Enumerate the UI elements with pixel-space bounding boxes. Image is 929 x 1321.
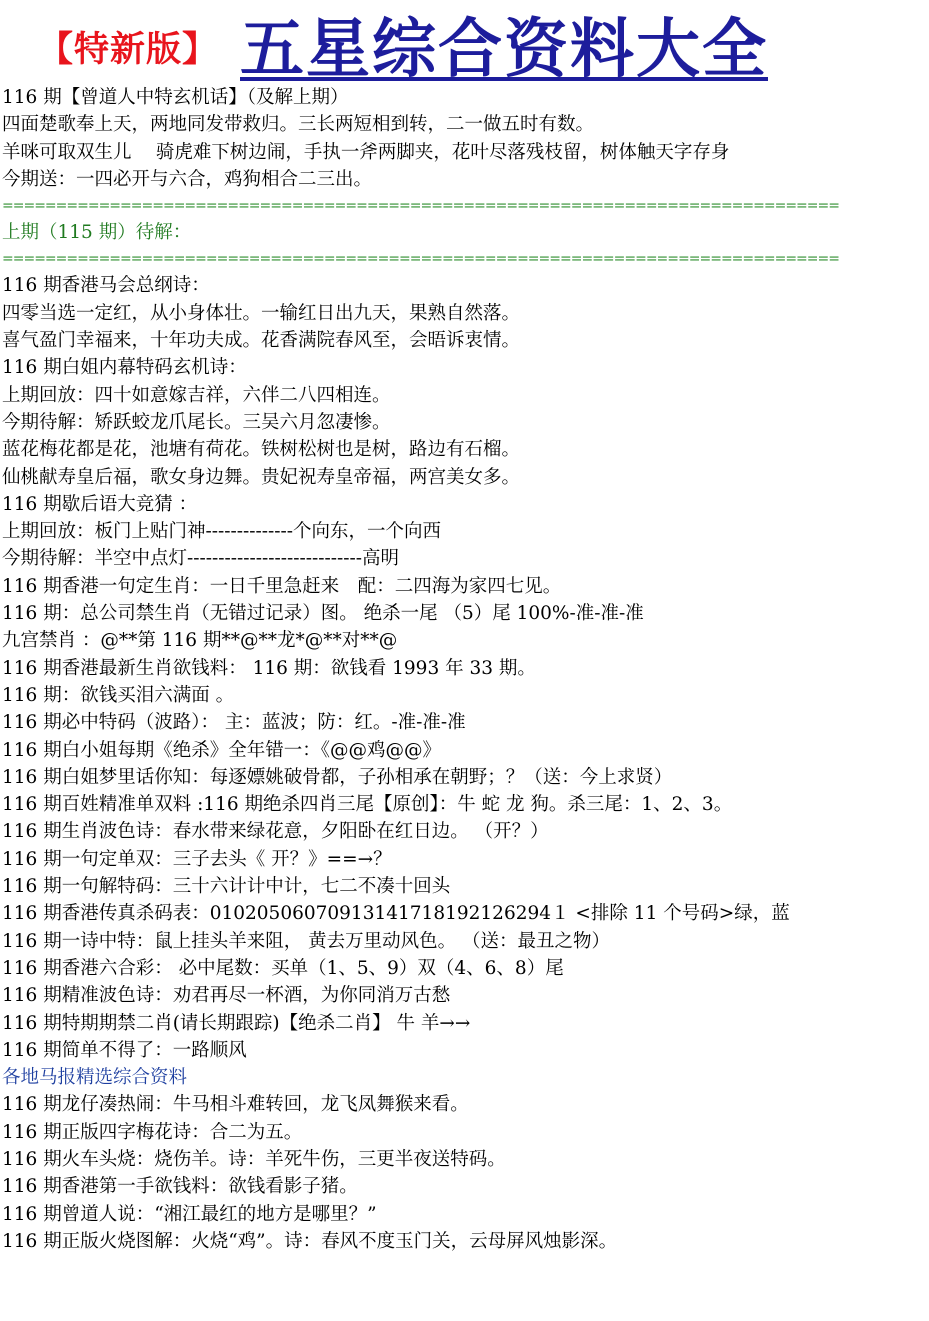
text-line: 四面楚歌奉上天，两地同发带救归。三长两短相到转，二一做五时有数。	[2, 114, 595, 136]
text-line: 仙桃献寿皇后福，歌女身边舞。贵妃祝寿皇帝福，两宫美女多。	[2, 466, 521, 488]
text-line: 上期回放：板门上贴门神--------------个向东，一个向西	[2, 521, 442, 543]
text-line: 蓝花梅花都是花，池塘有荷花。铁树松树也是树，路边有石榴。	[2, 439, 521, 461]
page-header	[0, 0, 929, 86]
text-line: 上期回放：四十如意嫁吉祥，六伴二八四相连。	[2, 384, 391, 406]
text-line: 116 期香港第一手欲钱料：欲钱看影子猪。	[2, 1176, 358, 1198]
text-line: 116 期白小姐每期《绝杀》全年错一：《@@鸡@@》	[2, 739, 441, 761]
document-body	[2, 84, 927, 1255]
text-line: 116 期生肖波色诗：春水带来绿花意，夕阳卧在红日边。 （开？）	[2, 821, 549, 843]
separator-line: ==============================================================================	[2, 198, 839, 215]
text-line: 116 期：总公司禁生肖（无错过记录）图。 绝杀一尾 （5）尾 100%-准-准-准	[2, 603, 644, 625]
text-line: 116 期一诗中特：鼠上挂头羊来阻， 黄去万里动风色。 （送：最丑之物）	[2, 930, 610, 952]
text-line: 今期待解：矫跃蛟龙爪尾长。三吴六月忽凄惨。	[2, 411, 391, 433]
text-line: 116 期：欲钱买泪六满面 。	[2, 684, 235, 706]
text-line: 116 期龙仔凑热闹：牛马相斗难转回，龙飞凤舞猴来看。	[2, 1094, 469, 1116]
text-line: 116 期必中特码（波路）： 主：蓝波；防：红。-准-准-准	[2, 712, 466, 734]
section-heading: 各地马报精选综合资料	[2, 1067, 188, 1089]
text-line: 116 期白姐内幕特码玄机诗：	[2, 357, 247, 379]
text-line: 116 期简单不得了：一路顺风	[2, 1039, 247, 1061]
text-line: 116 期百姓精准单双料 :116 期绝杀四肖三尾【原创】：牛 蛇 龙 狗。杀三尾：1、2、3。	[2, 794, 733, 816]
edition-badge: 【特新版】	[38, 30, 219, 70]
text-line: 116 期白姐梦里话你知：每逐嫖姚破骨都，子孙相承在朝野；？（送：今上求贤）	[2, 766, 673, 788]
section-heading: 上期（115 期）待解：	[2, 222, 192, 244]
text-line: 羊咪可取双生儿 骑虎难下树边闹，手执一斧两脚夹，花叶尽落残枝留，树体触天字存身	[2, 141, 730, 163]
text-line: 喜气盈门幸福来，十年功夫成。花香满院春风至，会晤诉衷情。	[2, 330, 521, 352]
text-line: 116 期香港最新生肖欲钱料： 116 期：欲钱看 1993 年 33 期。	[2, 657, 536, 679]
text-line: 116 期特期期禁二肖(请长期跟踪)【绝杀二肖】 牛 羊→→	[2, 1012, 471, 1034]
text-line: 九宫禁肖 ：@**第 116 期**@**龙*@**对**@	[2, 630, 398, 652]
separator-line: ==============================================================================	[2, 251, 839, 268]
text-line: 116 期香港一句定生肖：一日千里急赶来 配：二四海为家四七见。	[2, 575, 562, 597]
text-line: 116 期一句解特码：三十六计计中计，七二不凑十回头	[2, 876, 451, 898]
text-line: 116 期精准波色诗：劝君再尽一杯酒，为你同消万古愁	[2, 985, 451, 1007]
text-line: 116 期正版火烧图解：火烧“鸡”。诗：春风不度玉门关，云母屏风烛影深。	[2, 1230, 618, 1252]
text-line: 116 期火车头烧：烧伤羊。诗：羊死牛伤，三更半夜送特码。	[2, 1148, 506, 1170]
text-line: 116 期一句定单双：三子去头《 开？》==→？	[2, 848, 392, 870]
text-line: 今期送：一四必开与六合，鸡狗相合二三出。	[2, 168, 373, 190]
text-line: 116 期香港传真杀码表：01020506070913141718192126294１ <排除 11 个号码>绿，蓝	[2, 903, 790, 925]
text-line: 今期待解：半空中点灯----------------------------高明	[2, 548, 400, 570]
page-title: 五星综合资料大全	[240, 12, 768, 87]
text-line: 116 期香港六合彩： 必中尾数：买单（1、5、9）双（4、6、8）尾	[2, 957, 564, 979]
text-line: 116 期正版四字梅花诗：合二为五。	[2, 1121, 303, 1143]
text-line: 116 期歇后语大竞猜 ：	[2, 493, 198, 515]
text-line: 四零当选一定红，从小身体壮。一输红日出九天，果熟自然落。	[2, 302, 521, 324]
text-line: 116 期【曾道人中特玄机话】（及解上期）	[2, 87, 349, 108]
text-line: 116 期曾道人说：“湘江最红的地方是哪里？”	[2, 1203, 377, 1225]
text-line: 116 期香港马会总纲诗：	[2, 275, 210, 297]
